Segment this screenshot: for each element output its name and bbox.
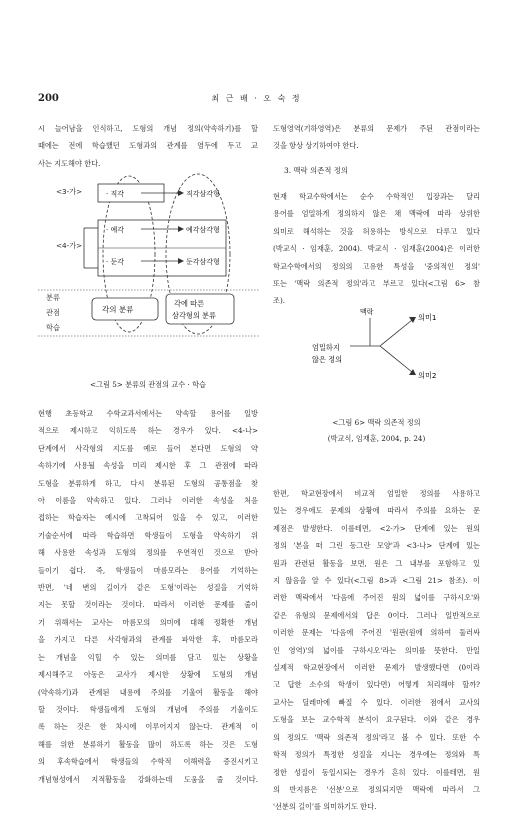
text-line: '선분의 길이'를 의미하기도 한다. bbox=[273, 802, 377, 812]
text-line: 정의 '본을 떠 그린 동그란 모양'과 <3-나> 단계에 있는 bbox=[273, 541, 480, 551]
text-line: (박교식 · 임재훈, 2004). 박교식 · 임재훈(2004)은 이러한 bbox=[273, 244, 480, 254]
text-line: 단계에서 사각형의 지도를 예로 들어 본다면 도형의 약 bbox=[38, 443, 258, 453]
text-line: 시 늘어남을 인식하고, 도형의 개념 정의(약속하기)를 할 bbox=[38, 124, 258, 133]
text-line: 지는 못할 것이라는 것이다. 따라서 이러한 문제를 줄이 bbox=[38, 600, 258, 610]
text-line: 학적 정의가 특정한 성질을 지니는 경우에는 정의와 특 bbox=[273, 750, 480, 760]
fig6-arrow-up bbox=[380, 320, 412, 346]
text-line: 을 가지고 다른 사각형과의 관계를 파악한 후, 마름모라 bbox=[38, 635, 258, 645]
fig5-node-obtuse: · 둔각 bbox=[106, 258, 124, 266]
fig6-left-2: 않은 정의 bbox=[312, 355, 343, 364]
text-line: 이러한 문제는 '다음에 주어진 '원판(원에 의하여 둘러싸 bbox=[273, 628, 480, 638]
fig5-angle-class: 각의 분류 bbox=[102, 305, 134, 314]
text-line: 원과 관련된 활동을 보면, 원은 그 내부를 포함하고 있 bbox=[273, 558, 480, 568]
text-line: 기 위해서는 교사는 마름모의 의미에 대해 정확한 개념 bbox=[38, 617, 258, 627]
fig6-left-1: 엄밀하지 bbox=[312, 343, 340, 352]
fig5-node-right-tri: 직각삼각형 bbox=[186, 190, 220, 198]
text-line: 도형을 분류하게 하고, 다시 분류된 도형의 공통점을 찾 bbox=[38, 478, 258, 488]
text-line: 들이기 쉽다. 즉, 학생들이 마름모라는 용어를 기억하는 bbox=[38, 565, 258, 575]
text-line: 의 후속학습에서 학생들의 수학적 이해력을 증진시키고 bbox=[38, 757, 258, 767]
text-line: 해 사용한 속성과 도형의 정의를 우연적인 것으로 받아 bbox=[38, 548, 258, 558]
text-line: 교사는 딜레마에 빠질 수 있다. 이러한 점에서 교사의 bbox=[273, 697, 480, 707]
text-line: 의미로 해석하는 것을 허용하는 방식으로 다루고 있다 bbox=[273, 226, 480, 236]
fig5-node-obtuse-tri: 둔각삼각형 bbox=[186, 258, 220, 266]
fig5-node-acute-tri: 예각삼각형 bbox=[186, 226, 220, 234]
figure-5-diagram bbox=[38, 172, 260, 394]
fig5-arrowhead-3 bbox=[178, 258, 184, 264]
fig6-arrowhead-up bbox=[409, 317, 416, 323]
text-line: 제시해주고 아동은 교사가 제시한 상황에 도형의 개념 bbox=[38, 670, 258, 680]
text-line: (약속하기)과 관계된 내용에 주의를 기울여 활동을 해야 bbox=[38, 687, 258, 697]
fig5-label-3ga: <3-가> bbox=[56, 187, 83, 196]
left-bottom-paragraph bbox=[38, 405, 258, 788]
text-line: 때에는 전에 학습했던 도형과의 관계를 염두에 두고 교 bbox=[38, 141, 258, 151]
text-line: 인 영역)'의 넓이를 구하시오'라는 의미를 뜻한다. 만일 bbox=[273, 645, 480, 655]
text-line: 현재 학교수학에서는 순수 수학적인 입장과는 달리 bbox=[273, 192, 480, 201]
fig6-meaning1: 의미1 bbox=[418, 313, 437, 322]
text-line: 러한 맥락에서 '다음에 주어진 원의 넓이를 구하시오'와 bbox=[273, 593, 480, 603]
page-number: 200 bbox=[38, 93, 59, 104]
fig5-label-c0: 분류 bbox=[46, 293, 60, 302]
right-bottom-paragraph bbox=[273, 485, 480, 816]
text-line: 는 개념을 익힐 수 있는 의미를 담고 있는 상황을 bbox=[38, 652, 258, 662]
fig6-context: 맥락 bbox=[360, 308, 374, 316]
text-line: 의 반지름은 '선분'으로 정의되지만 맥락에 따라서 그 bbox=[273, 784, 480, 794]
text-line: 적으로 제시하고 익히도록 하는 경우가 있다. <4-나> bbox=[38, 426, 258, 436]
text-line: 록 하는 것은 한 차시에 이루어지지 않는다. 관계적 이 bbox=[38, 722, 258, 732]
text-line: 고 답한 소수의 학생이 있다면) 어떻게 처리해야 할까? bbox=[273, 680, 480, 690]
text-line: 지 않음을 알 수 있다(<그림 8>과 <그림 21> 참조). 이 bbox=[273, 576, 480, 586]
text-line: 해를 위한 분류하기 활동을 많이 하도록 하는 것은 도형 bbox=[38, 739, 258, 749]
fig6-meaning2: 의미2 bbox=[418, 371, 437, 380]
fig6-arrowhead-down bbox=[409, 369, 416, 375]
text-line: 의 정의도 '맥락 의존적 정의'라고 볼 수 있다. 또한 수 bbox=[273, 732, 480, 742]
fig5-arrowhead-1 bbox=[178, 190, 184, 196]
text-line: 아 이름을 약속하고 있다. 그러나 이러한 속성을 처음 bbox=[38, 496, 258, 506]
text-line: 반면, '네 변의 길이가 같은 도형'이라는 성질을 기억하 bbox=[38, 583, 258, 593]
text-line: 있는 경우에도 문제의 상황에 따라서 주의를 요하는 문 bbox=[273, 506, 480, 516]
fig5-tri-class-1: 각에 따른 bbox=[174, 299, 205, 308]
fig5-label-c2: 학습 bbox=[46, 323, 60, 332]
text-line: 같은 유형의 문제에서의 답은 0이다. 그러나 일반적으로 bbox=[273, 610, 480, 620]
section-title: 3. 맥락 의존적 정의 bbox=[284, 166, 349, 175]
text-line: 접하는 학습자는 예시에 고착되어 있을 수 있고, 이러한 bbox=[38, 513, 258, 523]
text-line: 도형을 보는 교수학적 분석이 요구된다. 이와 같은 경우 bbox=[273, 715, 480, 725]
text-line: 개념형성에서 지적활동을 강화하는데 도움을 줄 것이다. bbox=[38, 774, 258, 784]
text-line: 제점은 발생한다. 이를테면, <2-가> 단계에 있는 원의 bbox=[273, 523, 480, 533]
running-title: 최 근 배 · 오 숙 정 bbox=[211, 94, 302, 103]
text-line: 정한 성질이 동일시되는 경우가 흔히 있다. 이를테면, 원 bbox=[273, 767, 480, 777]
fig5-node-acute: · 예각 bbox=[106, 226, 124, 234]
figure-5-caption: <그림 5> 분류의 관점의 교수 · 학습 bbox=[90, 380, 206, 389]
text-line: 사는 지도해야 한다. bbox=[38, 158, 101, 168]
fig6-arrow-down bbox=[380, 346, 412, 372]
figure-6-caption: <그림 6> 맥락 의존적 정의 bbox=[332, 418, 421, 427]
text-line: 현행 초등학교 수학교과서에서는 약속할 용어를 일방 bbox=[38, 409, 258, 418]
text-line: 용어를 엄밀하게 정의하지 않은 채 맥락에 따라 상위한 bbox=[273, 209, 480, 219]
text-line: 것을 항상 상기하여야 한다. bbox=[273, 141, 359, 151]
text-line: 실제적 학교현장에서 이러한 문제가 발생했다면 (0이라 bbox=[273, 663, 480, 673]
text-line: 기술순서에 따라 학습하면 학생들이 도형을 약속하기 위 bbox=[38, 530, 258, 540]
text-line: 도형영역(기하영역)은 분류의 문제가 주된 관점이라는 bbox=[273, 124, 480, 133]
left-top-paragraph bbox=[38, 120, 258, 172]
fig5-tri-class-2: 삼각형의 분류 bbox=[172, 311, 216, 320]
fig5-label-4ga: <4-가> bbox=[56, 241, 83, 250]
text-line: 조). bbox=[273, 296, 286, 306]
text-line: 속하기에 사용될 속성을 미리 제시한 후 그 관점에 따라 bbox=[38, 461, 258, 471]
text-line: 학교수학에서의 정의의 고유한 특성을 '중의적인 정의' bbox=[273, 261, 480, 271]
text-line: 한편, 학교현장에서 비교적 엄밀한 정의를 사용하고 bbox=[273, 489, 480, 498]
figure-6-source: (박교식, 임재훈, 2004, p. 24) bbox=[327, 434, 426, 443]
text-line: 할 것이다. 학생들에게 도형의 개념에 주의를 기울이도 bbox=[38, 704, 258, 714]
right-mid-paragraph bbox=[273, 188, 480, 310]
fig5-node-right-angle: · 직각 bbox=[106, 190, 124, 198]
fig5-label-c1: 관점 bbox=[46, 308, 60, 317]
text-line: 또는 '맥락 의존적 정의'라고 부르고 있다(<그림 6> 참 bbox=[273, 279, 480, 289]
right-top-paragraph bbox=[273, 120, 480, 155]
figure-6-diagram bbox=[300, 306, 470, 386]
fig5-arrowhead-2 bbox=[178, 226, 184, 232]
